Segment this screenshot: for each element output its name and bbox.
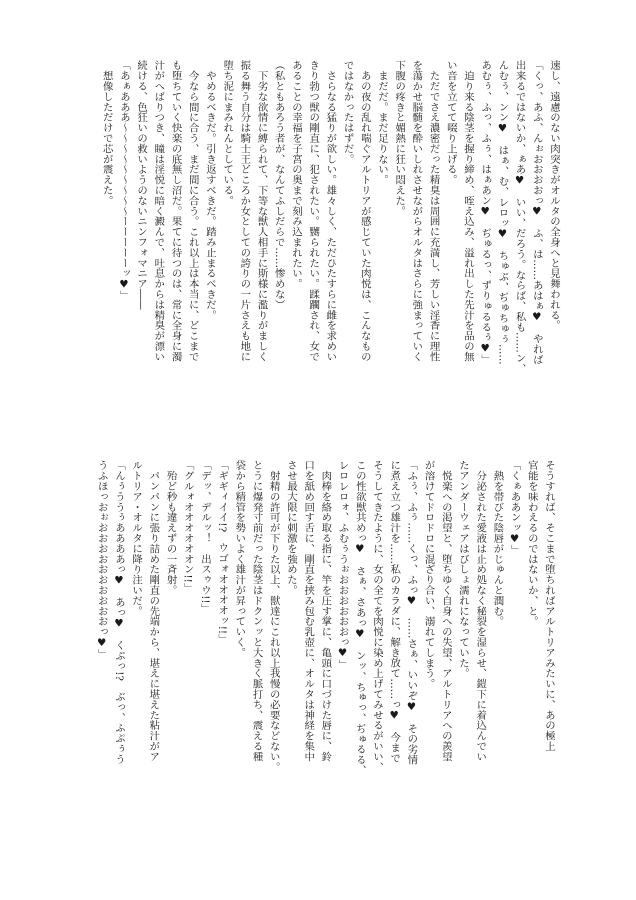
text-line: 口を舐め回す舌に、剛直を挟み包む乳壺に、オルタは神経を集中 bbox=[302, 460, 315, 762]
text-line: 想像しただけで芯が震えた。 bbox=[100, 60, 113, 206]
text-line: ルトリア・オルタに降り注いだ。 bbox=[130, 460, 143, 616]
text-line: 振る舞う自分は騎士王どころか女としての誇りの一片さえも地に bbox=[238, 60, 251, 362]
text-line: うふほっおぉおおおおおおおおおおっ♥」 bbox=[95, 460, 108, 660]
text-line: あることの幸福を子宮の奥まで刻み込まれたい。 bbox=[289, 60, 302, 289]
text-line: あむぅ、ふっ、ふぅ、はぁあン♥ ぢゅるっ、ずりゅるるぅ♥」 bbox=[479, 60, 492, 365]
text-line: 「あぁあああ～～～～～～～～～ーーーーーッ♥」 bbox=[117, 60, 130, 301]
text-line: 今なら間に合う、まだ間に合う。これ以上は本当に、どこまで bbox=[186, 60, 199, 362]
text-line: 官能を味わえるのではないか、と。 bbox=[525, 460, 538, 627]
text-line: させ最大限に刺激を強めた。 bbox=[284, 460, 297, 596]
text-line: 「くっ、あふ、んぉおおおおっ♥ ふ、は……あはぁ♥ やれば bbox=[530, 60, 543, 365]
text-line: 続ける、色狂いの救いようのないニンフォマニア―― bbox=[135, 60, 148, 310]
text-line: レロレロォ、ふむぅうぉおおおおおおっ♥」 bbox=[336, 460, 349, 670]
text-line: 堕ち泥にまみれんとしている。 bbox=[221, 60, 234, 206]
text-line: 分泌された愛液は止め処なく秘裂を湿らせ、鎧下に着込んでい bbox=[474, 460, 487, 762]
text-line: まだだ。まだ足りない。 bbox=[375, 60, 388, 185]
text-line: とうに爆発寸前だった陰茎はドクンッと大きく脈打ち、震える種 bbox=[250, 460, 263, 762]
text-line: 射精の許可が下りた以上、獣達にこれ以上我慢の必要などない。 bbox=[267, 460, 280, 772]
text-line: 下腹の疼きと媚熱に狂い悶えた。 bbox=[393, 60, 406, 216]
text-line: ただでさえ濃密だった精臭は周囲に充満し、芳しい淫香に理性 bbox=[427, 60, 440, 362]
text-line: たアンダーウェアはびしょ濡れになっていた。 bbox=[456, 460, 469, 679]
text-line: が溶けてドロドロに混ざり合い、溺れてしまう。 bbox=[422, 460, 435, 689]
text-line: この性欲獣共めっ♥ さぁ、さあっ♥ ンッ、ちゅっ、ぢゅるる、 bbox=[353, 460, 366, 776]
text-line: も堕ちていく快楽の底無し沼だ。果てに待つのは、常に全身に濁 bbox=[169, 60, 182, 362]
text-line: 熱を帯びた陰唇がじゅんと潤む。 bbox=[491, 460, 504, 627]
text-line: パンパンに張り詰めた剛直の先端から、堪えに堪えた粘汁がア bbox=[147, 460, 160, 762]
text-line: あの夜の乱れ喘ぐアルトリアが感じていた肉悦は、こんなもの bbox=[358, 60, 371, 362]
text-line: 速し、遠慮のない肉突きがオルタの全身へと見舞われる。 bbox=[548, 60, 560, 331]
text-line: 「んぅううぅああああっ♥ あっ♥ くぷっ!? ぶっ、ふぷぅう bbox=[112, 460, 125, 765]
text-line: ではなかったはずだ。 bbox=[341, 60, 354, 164]
text-line: さらなる猛りが欲しい。雄々しく、ただひたすらに雌を求めい bbox=[324, 60, 337, 362]
text-line: んむぅ、ンン♥ はぁ、む、レロッ♥ ちゅぷ、ぢゅちゅぅ…… bbox=[496, 60, 509, 365]
text-line: い音を立てて啜り上げる。 bbox=[444, 60, 457, 185]
text-line: を蕩かせ脳髄を酔いしれさせながらオルタはさらに強まっていく bbox=[410, 60, 423, 362]
text-line: 「くぁああンッ♥」 bbox=[508, 460, 521, 556]
upper-text-block bbox=[98, 60, 562, 450]
text-line: 「グルォオオオオオオン!!」 bbox=[181, 460, 194, 594]
text-line: 「ギギィイイ!? ウゴォオオオオッ!!」 bbox=[216, 460, 229, 645]
text-line: やめるべきだ。引き返すべきだ。踏み止まるべきだ。 bbox=[203, 60, 216, 320]
text-line: そうしてきたように、女の全てを肉悦に染め上げてみせるがいい、 bbox=[370, 460, 383, 772]
text-line: 出来るではないか、ぁあ♥ いい、だろう。ならば、私も……ン、 bbox=[513, 60, 526, 374]
text-line: 袋から精管を勢いよく雄汁が昇っていく。 bbox=[233, 460, 246, 658]
text-line: （私ともあろう者が、なんてふしだらで……惨めな） bbox=[272, 60, 285, 310]
text-line: 悦楽への渇望と、堕ちゆく自身への失望、アルトリアへの羨望 bbox=[439, 460, 452, 762]
text-line: に煮え立つ雄汁を……私のカラダに、解き放て……っ♥ 今まで bbox=[388, 460, 401, 764]
text-line: 肉棒を絡め取る指に、竿を圧す掌に、亀頭に口づけた唇に、鈴 bbox=[319, 460, 332, 762]
text-line: 「ふぅ、ふぅ……くっ、ふっ♥ ……さぁ、いいぞ♥ その劣情 bbox=[405, 460, 418, 765]
text-line: きり勃つ獣の剛直に、犯されたい。嬲られたい。蹂躙され、女で bbox=[307, 60, 320, 362]
text-line: 殆ど秒も違えずの一斉射。 bbox=[164, 460, 177, 596]
text-line: 下劣な欲情に縛られて、下等な獣人相手に斯様に濫りがましく bbox=[255, 60, 268, 362]
text-line: 「デッ、デルッ！ 出スゥウ!!」 bbox=[198, 460, 211, 614]
lower-text-block bbox=[93, 460, 557, 850]
text-line: 汁がへばりつき、瞳は淫悦に暗く澱んで、吐息からは精臭が漂い bbox=[152, 60, 165, 362]
text-line: 迫り来る陰茎を握り締め、咥え込み、溢れ出した先汁を品の無 bbox=[461, 60, 474, 362]
text-line: そうすれば、そこまで堕ちればアルトリアみたいに、あの極上 bbox=[543, 460, 555, 752]
